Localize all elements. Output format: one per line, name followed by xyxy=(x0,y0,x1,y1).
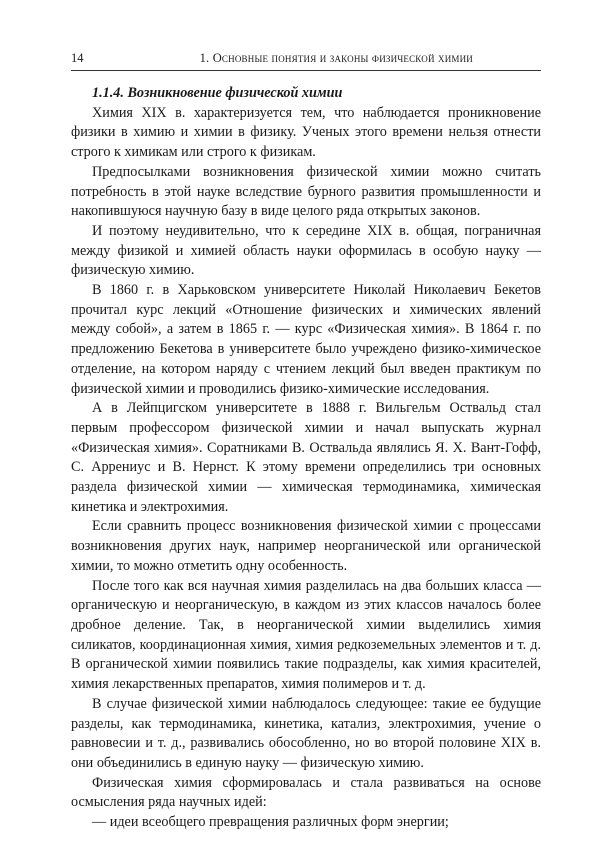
paragraph-4: В 1860 г. в Харьковском университете Николай Николаевич Бекетов прочитал курс лекций «Отношение физических и химических явлений между собой», а затем в 1865 г. — курс «Физическая химия». В 1864 г. по предложению Бекетова в университете было учреждено физико-химическое отделение, на котором наряду с чтением лекций был введен практикум по физической химии и проводились физико-химические исследования. xyxy=(71,282,541,397)
header-rule xyxy=(71,70,541,71)
paragraph-6: Если сравнить процесс возникновения физической химии с процессами возникновения других наук, например неорганической или органической химии, то можно отметить одну особенность. xyxy=(71,518,541,574)
paragraph-1: Химия XIX в. характеризуется тем, что наблюдается проникновение физики в химию и химии в физику. Ученых этого времени нельзя отнести строго к химикам или строго к физикам. xyxy=(71,104,541,161)
list-item-1: — идеи всеобщего превращения различных форм энергии; xyxy=(92,814,449,831)
paragraph-7: После того как вся научная химия разделилась на два больших класса — органическую и неорганическую, в каждом из этих классов началось более дробное деление. Так, в неорганической химии выделились химия силикатов, координационная химия, химия редкоземельных элементов и т. д. В органической химии появились такие подразделы, как химия красителей, химия лекарственных препаратов, химия полимеров и т. д. xyxy=(71,577,541,693)
paragraph-9: Физическая химия сформировалась и стала развиваться на основе осмысления ряда научных идей: xyxy=(71,774,541,811)
running-head: 1. Основные понятия и законы физической химии xyxy=(199,51,473,65)
page-number: 14 xyxy=(71,51,84,65)
section-heading: 1.1.4. Возникновение физической химии xyxy=(92,85,343,101)
paragraph-5: А в Лейпцигском университете в 1888 г. Вильгельм Оствальд стал первым профессором физической химии и начал выпускать журнал «Физическая химия». Соратниками В. Оствальда являлись Я. Х. Вант-Гофф, С. Аррениус и В. Нернст. К этому времени определились три основных раздела физической химии — химическая термодинамика, химическая кинетика и электрохимия. xyxy=(71,400,541,515)
section-body xyxy=(71,84,541,833)
paragraph-8: В случае физической химии наблюдалось следующее: такие ее будущие разделы, как термодинамика, кинетика, катализ, электрохимия, учение о равновесии и т. д., развивались обособленно, но во второй половине XIX в. они объединились в единую науку — физическую химию. xyxy=(71,695,541,771)
paragraph-2: Предпосылками возникновения физической химии можно считать потребность в этой науке вследствие бурного развития промышленности и накопившуюся научную базу в виде целого ряда открытых законов. xyxy=(71,163,541,220)
paragraph-3: И поэтому неудивительно, что к середине XIX в. общая, пограничная между физикой и химией область науки оформилась в особую науку — физическую химию. xyxy=(71,222,541,279)
